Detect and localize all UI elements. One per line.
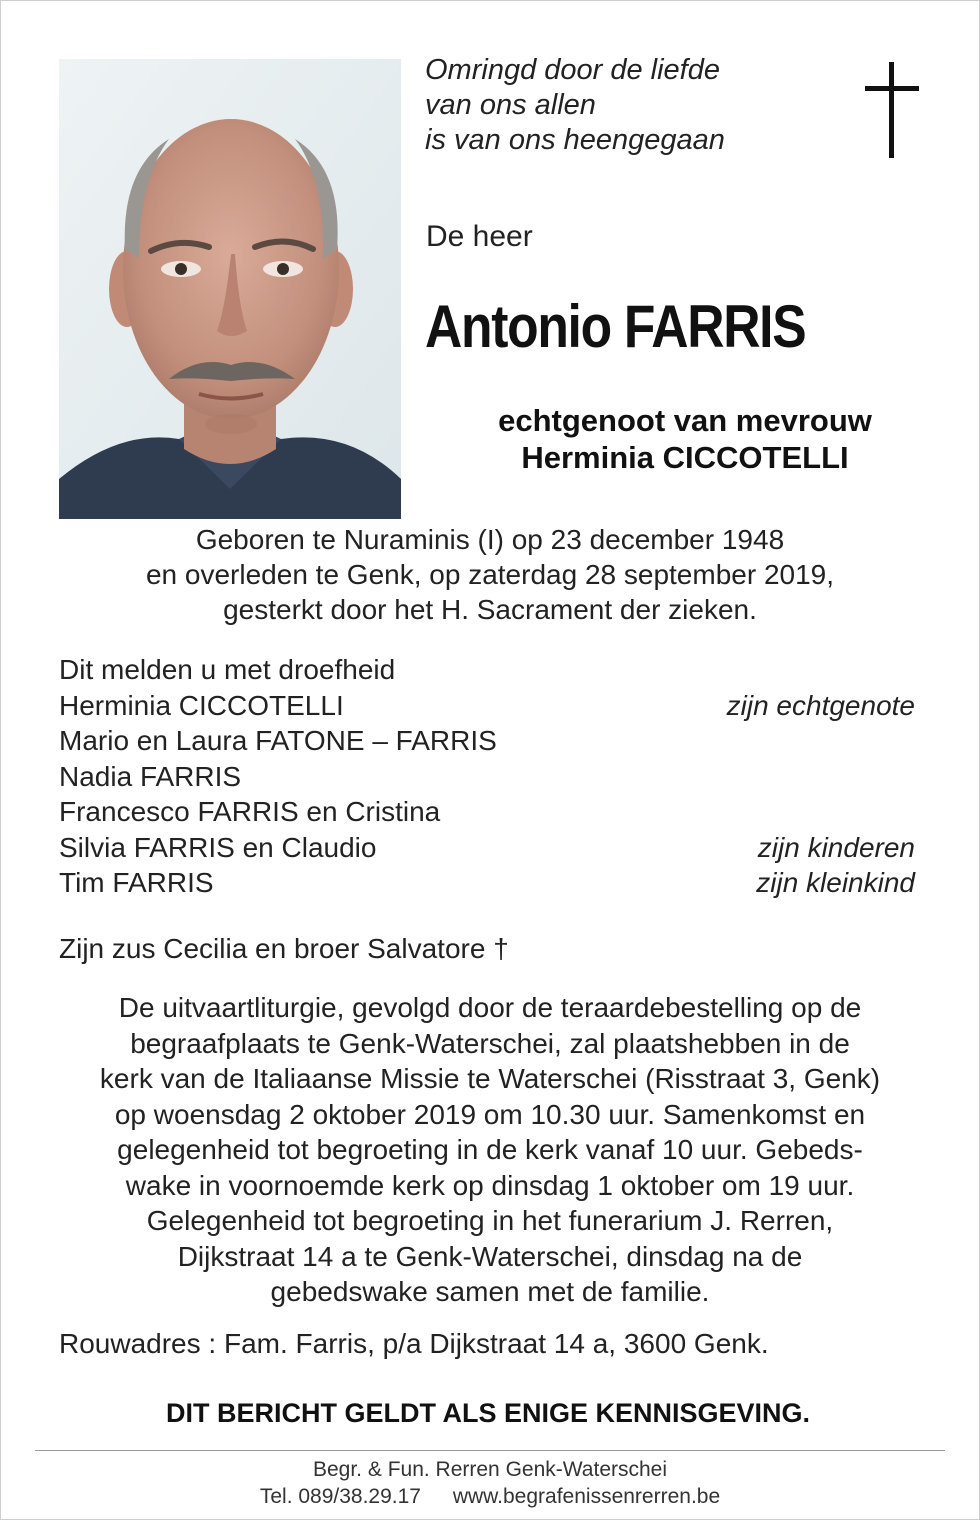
- website-link[interactable]: www.begrafenissenrerren.be: [452, 1485, 721, 1508]
- funeral-line: begraafplaats te Genk-Waterschei, zal plaatshebben in de: [130, 1027, 850, 1059]
- family-intro: Dit melden u met droefheid: [59, 654, 396, 685]
- family-member: [59, 865, 919, 901]
- phone-number: Tel. 089/38.29.17: [259, 1485, 421, 1508]
- member-relation: zijn kleinkind: [756, 867, 915, 898]
- mourning-address: Rouwadres : Fam. Farris, p/a Dijkstraat 14 a, 3600 Genk.: [59, 1328, 769, 1359]
- funeral-line: op woensdag 2 oktober 2019 om 10.30 uur. Samenkomst en: [114, 1098, 866, 1130]
- family-member: [59, 794, 919, 830]
- birth-death-details: [0, 522, 980, 627]
- contact-row: [0, 1483, 980, 1510]
- member-name: Nadia FARRIS: [59, 760, 242, 792]
- funeral-line: De uitvaartliturgie, gevolgd door de teraardebestelling op de: [118, 992, 862, 1023]
- footer-divider: [35, 1450, 945, 1451]
- funeral-line: Gelegenheid tot begroeting in het funerarium J. Rerren,: [146, 1205, 834, 1236]
- portrait-photo: [59, 59, 401, 519]
- family-member: [59, 688, 919, 724]
- funeral-details: [0, 990, 980, 1310]
- family-member: [59, 723, 919, 759]
- spouse-line: Herminia CICCOTELLI: [521, 440, 849, 475]
- member-relation: zijn echtgenote: [726, 689, 915, 721]
- birth-line: Geboren te Nuraminis (I) op 23 december 1948: [195, 524, 785, 555]
- intro-verse: [425, 53, 845, 158]
- official-notice: DIT BERICHT GELDT ALS ENIGE KENNISGEVING.: [165, 1398, 811, 1428]
- member-relation: zijn kinderen: [757, 831, 915, 863]
- deceased-name: Antonio FARRIS: [425, 293, 806, 360]
- family-member: [59, 759, 919, 795]
- family-list: [59, 652, 919, 901]
- member-name: Herminia CICCOTELLI: [59, 689, 344, 721]
- siblings-line: Zijn zus Cecilia en broer Salvatore †: [59, 933, 509, 964]
- spouse-line: echtgenoot van mevrouw: [498, 403, 872, 438]
- funeral-line: wake in voornoemde kerk op dinsdag 1 oktober om 19 uur.: [125, 1169, 855, 1201]
- member-name: Silvia FARRIS en Claudio: [59, 831, 377, 863]
- family-member: [59, 830, 919, 866]
- member-name: Francesco FARRIS en Cristina: [59, 796, 441, 827]
- funeral-line: gelegenheid tot begroeting in de kerk vanaf 10 uur. Gebeds-: [117, 1134, 863, 1165]
- funeral-home-name: Begr. & Fun. Rerren Genk-Waterschei: [312, 1458, 668, 1481]
- funeral-line: gebedswake samen met de familie.: [270, 1276, 710, 1307]
- intro-line: Omringd door de liefde: [425, 54, 720, 86]
- footer: [0, 1456, 980, 1510]
- member-name: Mario en Laura FATONE – FARRIS: [59, 725, 497, 756]
- intro-line: van ons allen: [425, 89, 596, 121]
- intro-line: is van ons heengegaan: [425, 124, 725, 156]
- honorific: De heer: [426, 220, 533, 253]
- birth-line: gesterkt door het H. Sacrament der zieken.: [223, 594, 757, 625]
- birth-line: en overleden te Genk, op zaterdag 28 september 2019,: [145, 559, 835, 590]
- cross-icon: [862, 62, 922, 158]
- funeral-line: kerk van de Italiaanse Missie te Waterschei (Risstraat 3, Genk): [99, 1063, 881, 1094]
- spouse-block: [420, 402, 950, 476]
- funeral-line: Dijkstraat 14 a te Genk-Waterschei, dinsdag na de: [177, 1240, 803, 1272]
- member-name: Tim FARRIS: [59, 867, 214, 898]
